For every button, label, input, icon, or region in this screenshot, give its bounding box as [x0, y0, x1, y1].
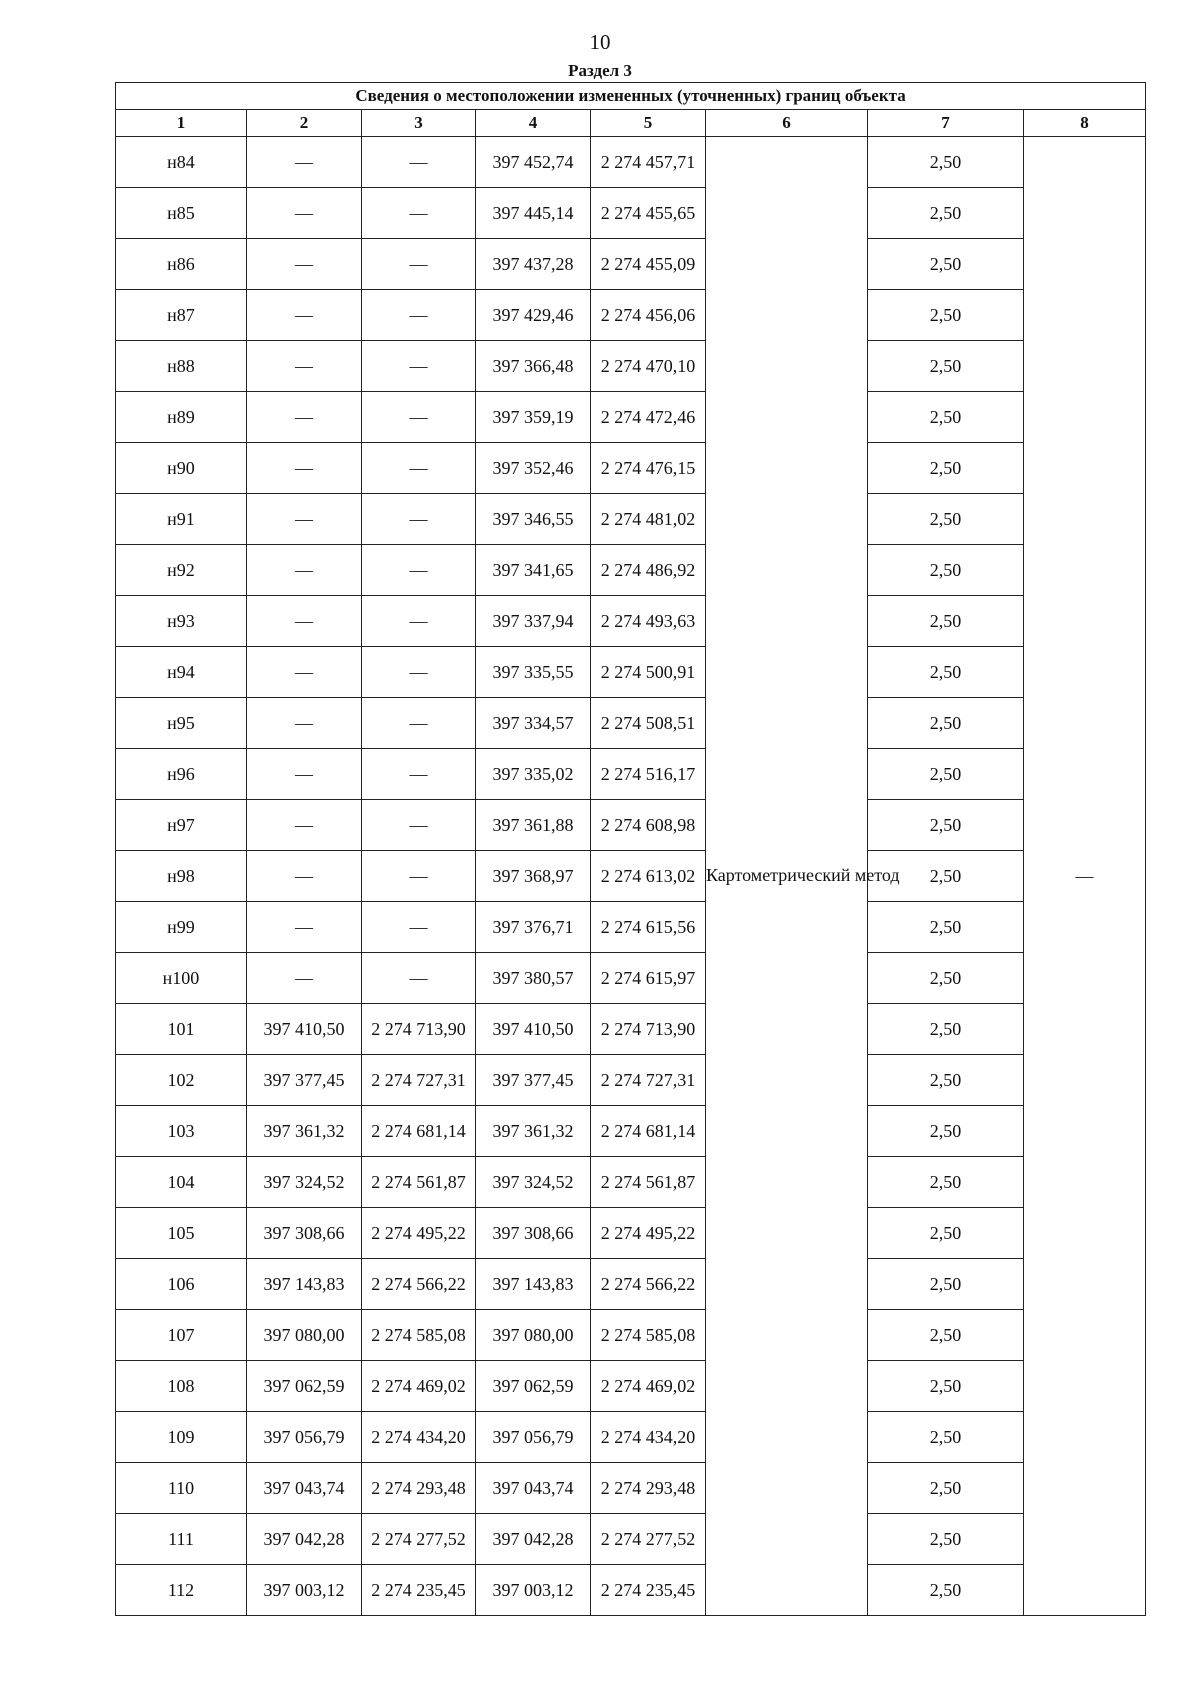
x-coordinate-cell: 397 346,55: [476, 494, 591, 545]
point-name-cell: 106: [116, 1259, 247, 1310]
accuracy-cell: 2,50: [868, 1208, 1024, 1259]
existing-x-cell: —: [247, 902, 362, 953]
accuracy-cell: 2,50: [868, 188, 1024, 239]
y-coordinate-cell: 2 274 472,46: [591, 392, 706, 443]
existing-x-cell: —: [247, 953, 362, 1004]
section-title: Раздел 3: [568, 61, 632, 80]
column-number-4: 4: [476, 110, 591, 137]
table-row: [116, 494, 1146, 545]
table-row: [116, 1412, 1146, 1463]
point-name-cell: 111: [116, 1514, 247, 1565]
y-coordinate-cell: 2 274 457,71: [591, 137, 706, 188]
x-coordinate-cell: 397 056,79: [476, 1412, 591, 1463]
existing-x-cell: —: [247, 290, 362, 341]
column-number-8: 8: [1024, 110, 1146, 137]
accuracy-cell: 2,50: [868, 1259, 1024, 1310]
table-row: [116, 341, 1146, 392]
table-row: [116, 1514, 1146, 1565]
existing-y-cell: 2 274 561,87: [362, 1157, 476, 1208]
y-coordinate-cell: 2 274 456,06: [591, 290, 706, 341]
table-row: [116, 902, 1146, 953]
point-name-cell: н94: [116, 647, 247, 698]
y-coordinate-cell: 2 274 495,22: [591, 1208, 706, 1259]
y-coordinate-cell: 2 274 455,65: [591, 188, 706, 239]
method-cell: Картометрический метод: [706, 137, 868, 1616]
column-8-cell: —: [1024, 137, 1146, 1616]
point-name-cell: н92: [116, 545, 247, 596]
table-body: [116, 137, 1146, 1616]
existing-x-cell: —: [247, 137, 362, 188]
accuracy-cell: 2,50: [868, 1310, 1024, 1361]
x-coordinate-cell: 397 376,71: [476, 902, 591, 953]
y-coordinate-cell: 2 274 566,22: [591, 1259, 706, 1310]
column-number-6: 6: [706, 110, 868, 137]
table-row: [116, 698, 1146, 749]
point-name-cell: н89: [116, 392, 247, 443]
existing-y-cell: 2 274 469,02: [362, 1361, 476, 1412]
existing-y-cell: —: [362, 749, 476, 800]
existing-x-cell: —: [247, 545, 362, 596]
existing-y-cell: 2 274 434,20: [362, 1412, 476, 1463]
accuracy-cell: 2,50: [868, 341, 1024, 392]
x-coordinate-cell: 397 341,65: [476, 545, 591, 596]
y-coordinate-cell: 2 274 481,02: [591, 494, 706, 545]
existing-x-cell: —: [247, 800, 362, 851]
table-row: [116, 800, 1146, 851]
existing-y-cell: —: [362, 902, 476, 953]
column-number-3: 3: [362, 110, 476, 137]
boundary-coordinates-table: [115, 82, 1146, 1616]
point-name-cell: н91: [116, 494, 247, 545]
accuracy-cell: 2,50: [868, 290, 1024, 341]
accuracy-cell: 2,50: [868, 494, 1024, 545]
point-name-cell: н88: [116, 341, 247, 392]
x-coordinate-cell: 397 080,00: [476, 1310, 591, 1361]
table-row: [116, 953, 1146, 1004]
point-name-cell: 102: [116, 1055, 247, 1106]
existing-y-cell: —: [362, 953, 476, 1004]
x-coordinate-cell: 397 042,28: [476, 1514, 591, 1565]
y-coordinate-cell: 2 274 476,15: [591, 443, 706, 494]
existing-y-cell: —: [362, 239, 476, 290]
y-coordinate-cell: 2 274 434,20: [591, 1412, 706, 1463]
y-coordinate-cell: 2 274 508,51: [591, 698, 706, 749]
accuracy-cell: 2,50: [868, 1055, 1024, 1106]
column-number-1: 1: [116, 110, 247, 137]
accuracy-cell: 2,50: [868, 1565, 1024, 1616]
x-coordinate-cell: 397 334,57: [476, 698, 591, 749]
x-coordinate-cell: 397 410,50: [476, 1004, 591, 1055]
column-number-7: 7: [868, 110, 1024, 137]
existing-x-cell: 397 377,45: [247, 1055, 362, 1106]
point-name-cell: 107: [116, 1310, 247, 1361]
x-coordinate-cell: 397 380,57: [476, 953, 591, 1004]
existing-x-cell: 397 056,79: [247, 1412, 362, 1463]
point-name-cell: н90: [116, 443, 247, 494]
existing-x-cell: 397 143,83: [247, 1259, 362, 1310]
table-row: [116, 290, 1146, 341]
point-name-cell: 105: [116, 1208, 247, 1259]
x-coordinate-cell: 397 437,28: [476, 239, 591, 290]
existing-y-cell: —: [362, 290, 476, 341]
table-row: [116, 596, 1146, 647]
existing-x-cell: 397 043,74: [247, 1463, 362, 1514]
x-coordinate-cell: 397 359,19: [476, 392, 591, 443]
x-coordinate-cell: 397 043,74: [476, 1463, 591, 1514]
column-number-5: 5: [591, 110, 706, 137]
point-name-cell: 108: [116, 1361, 247, 1412]
y-coordinate-cell: 2 274 293,48: [591, 1463, 706, 1514]
existing-x-cell: —: [247, 749, 362, 800]
point-name-cell: 104: [116, 1157, 247, 1208]
table-row: [116, 647, 1146, 698]
existing-x-cell: 397 410,50: [247, 1004, 362, 1055]
existing-x-cell: —: [247, 698, 362, 749]
x-coordinate-cell: 397 335,55: [476, 647, 591, 698]
accuracy-cell: 2,50: [868, 902, 1024, 953]
existing-x-cell: 397 308,66: [247, 1208, 362, 1259]
existing-y-cell: —: [362, 851, 476, 902]
y-coordinate-cell: 2 274 470,10: [591, 341, 706, 392]
accuracy-cell: 2,50: [868, 851, 1024, 902]
x-coordinate-cell: 397 003,12: [476, 1565, 591, 1616]
table-row: [116, 1463, 1146, 1514]
existing-x-cell: —: [247, 341, 362, 392]
existing-y-cell: 2 274 277,52: [362, 1514, 476, 1565]
accuracy-cell: 2,50: [868, 698, 1024, 749]
existing-y-cell: 2 274 713,90: [362, 1004, 476, 1055]
table-row: [116, 1208, 1146, 1259]
y-coordinate-cell: 2 274 681,14: [591, 1106, 706, 1157]
accuracy-cell: 2,50: [868, 1361, 1024, 1412]
table-row: [116, 749, 1146, 800]
existing-y-cell: 2 274 585,08: [362, 1310, 476, 1361]
y-coordinate-cell: 2 274 727,31: [591, 1055, 706, 1106]
existing-y-cell: —: [362, 545, 476, 596]
existing-x-cell: 397 042,28: [247, 1514, 362, 1565]
x-coordinate-cell: 397 368,97: [476, 851, 591, 902]
table-row: [116, 188, 1146, 239]
point-name-cell: н99: [116, 902, 247, 953]
table-row: [116, 1004, 1146, 1055]
y-coordinate-cell: 2 274 615,97: [591, 953, 706, 1004]
existing-x-cell: 397 361,32: [247, 1106, 362, 1157]
accuracy-cell: 2,50: [868, 800, 1024, 851]
existing-x-cell: 397 062,59: [247, 1361, 362, 1412]
y-coordinate-cell: 2 274 455,09: [591, 239, 706, 290]
accuracy-cell: 2,50: [868, 647, 1024, 698]
x-coordinate-cell: 397 377,45: [476, 1055, 591, 1106]
point-name-cell: н95: [116, 698, 247, 749]
y-coordinate-cell: 2 274 235,45: [591, 1565, 706, 1616]
existing-x-cell: 397 003,12: [247, 1565, 362, 1616]
table-row: [116, 1310, 1146, 1361]
table-row: [116, 1361, 1146, 1412]
existing-y-cell: —: [362, 341, 476, 392]
x-coordinate-cell: 397 337,94: [476, 596, 591, 647]
accuracy-cell: 2,50: [868, 1463, 1024, 1514]
table-row: [116, 1565, 1146, 1616]
accuracy-cell: 2,50: [868, 596, 1024, 647]
x-coordinate-cell: 397 324,52: [476, 1157, 591, 1208]
existing-y-cell: 2 274 681,14: [362, 1106, 476, 1157]
point-name-cell: н98: [116, 851, 247, 902]
existing-x-cell: —: [247, 494, 362, 545]
table-row: [116, 851, 1146, 902]
point-name-cell: н84: [116, 137, 247, 188]
existing-x-cell: 397 080,00: [247, 1310, 362, 1361]
point-name-cell: 110: [116, 1463, 247, 1514]
x-coordinate-cell: 397 335,02: [476, 749, 591, 800]
table-row: [116, 1055, 1146, 1106]
table-row: [116, 392, 1146, 443]
point-name-cell: н97: [116, 800, 247, 851]
accuracy-cell: 2,50: [868, 443, 1024, 494]
point-name-cell: 101: [116, 1004, 247, 1055]
point-name-cell: 112: [116, 1565, 247, 1616]
point-name-cell: н100: [116, 953, 247, 1004]
table-row: [116, 545, 1146, 596]
accuracy-cell: 2,50: [868, 953, 1024, 1004]
table-row: [116, 137, 1146, 188]
existing-y-cell: 2 274 235,45: [362, 1565, 476, 1616]
x-coordinate-cell: 397 308,66: [476, 1208, 591, 1259]
existing-x-cell: —: [247, 239, 362, 290]
y-coordinate-cell: 2 274 713,90: [591, 1004, 706, 1055]
accuracy-cell: 2,50: [868, 545, 1024, 596]
point-name-cell: н85: [116, 188, 247, 239]
existing-y-cell: 2 274 566,22: [362, 1259, 476, 1310]
x-coordinate-cell: 397 452,74: [476, 137, 591, 188]
point-name-cell: н93: [116, 596, 247, 647]
y-coordinate-cell: 2 274 516,17: [591, 749, 706, 800]
existing-y-cell: —: [362, 392, 476, 443]
table-row: [116, 443, 1146, 494]
existing-y-cell: —: [362, 800, 476, 851]
accuracy-cell: 2,50: [868, 1106, 1024, 1157]
x-coordinate-cell: 397 361,88: [476, 800, 591, 851]
accuracy-cell: 2,50: [868, 749, 1024, 800]
y-coordinate-cell: 2 274 500,91: [591, 647, 706, 698]
existing-y-cell: 2 274 293,48: [362, 1463, 476, 1514]
point-name-cell: н87: [116, 290, 247, 341]
existing-y-cell: —: [362, 137, 476, 188]
table-caption: Сведения о местоположении измененных (уточненных) границ объекта: [116, 83, 1146, 110]
accuracy-cell: 2,50: [868, 137, 1024, 188]
y-coordinate-cell: 2 274 608,98: [591, 800, 706, 851]
accuracy-cell: 2,50: [868, 1412, 1024, 1463]
existing-y-cell: —: [362, 443, 476, 494]
x-coordinate-cell: 397 352,46: [476, 443, 591, 494]
y-coordinate-cell: 2 274 277,52: [591, 1514, 706, 1565]
accuracy-cell: 2,50: [868, 1157, 1024, 1208]
column-number-2: 2: [247, 110, 362, 137]
point-name-cell: 103: [116, 1106, 247, 1157]
y-coordinate-cell: 2 274 585,08: [591, 1310, 706, 1361]
page-number: 10: [589, 30, 611, 54]
x-coordinate-cell: 397 361,32: [476, 1106, 591, 1157]
existing-y-cell: —: [362, 596, 476, 647]
table-row: [116, 1106, 1146, 1157]
y-coordinate-cell: 2 274 615,56: [591, 902, 706, 953]
table-row: [116, 1157, 1146, 1208]
point-name-cell: н86: [116, 239, 247, 290]
existing-x-cell: —: [247, 851, 362, 902]
existing-x-cell: —: [247, 188, 362, 239]
existing-y-cell: —: [362, 494, 476, 545]
y-coordinate-cell: 2 274 469,02: [591, 1361, 706, 1412]
existing-y-cell: 2 274 727,31: [362, 1055, 476, 1106]
existing-x-cell: —: [247, 647, 362, 698]
existing-y-cell: —: [362, 188, 476, 239]
accuracy-cell: 2,50: [868, 239, 1024, 290]
point-name-cell: 109: [116, 1412, 247, 1463]
existing-y-cell: 2 274 495,22: [362, 1208, 476, 1259]
x-coordinate-cell: 397 366,48: [476, 341, 591, 392]
x-coordinate-cell: 397 429,46: [476, 290, 591, 341]
existing-y-cell: —: [362, 647, 476, 698]
y-coordinate-cell: 2 274 613,02: [591, 851, 706, 902]
table-row: [116, 1259, 1146, 1310]
accuracy-cell: 2,50: [868, 1514, 1024, 1565]
x-coordinate-cell: 397 062,59: [476, 1361, 591, 1412]
existing-y-cell: —: [362, 698, 476, 749]
existing-x-cell: —: [247, 443, 362, 494]
accuracy-cell: 2,50: [868, 392, 1024, 443]
existing-x-cell: 397 324,52: [247, 1157, 362, 1208]
table-row: [116, 239, 1146, 290]
point-name-cell: н96: [116, 749, 247, 800]
y-coordinate-cell: 2 274 486,92: [591, 545, 706, 596]
existing-x-cell: —: [247, 596, 362, 647]
x-coordinate-cell: 397 445,14: [476, 188, 591, 239]
accuracy-cell: 2,50: [868, 1004, 1024, 1055]
y-coordinate-cell: 2 274 561,87: [591, 1157, 706, 1208]
y-coordinate-cell: 2 274 493,63: [591, 596, 706, 647]
x-coordinate-cell: 397 143,83: [476, 1259, 591, 1310]
existing-x-cell: —: [247, 392, 362, 443]
column-number-row: [116, 110, 1146, 137]
